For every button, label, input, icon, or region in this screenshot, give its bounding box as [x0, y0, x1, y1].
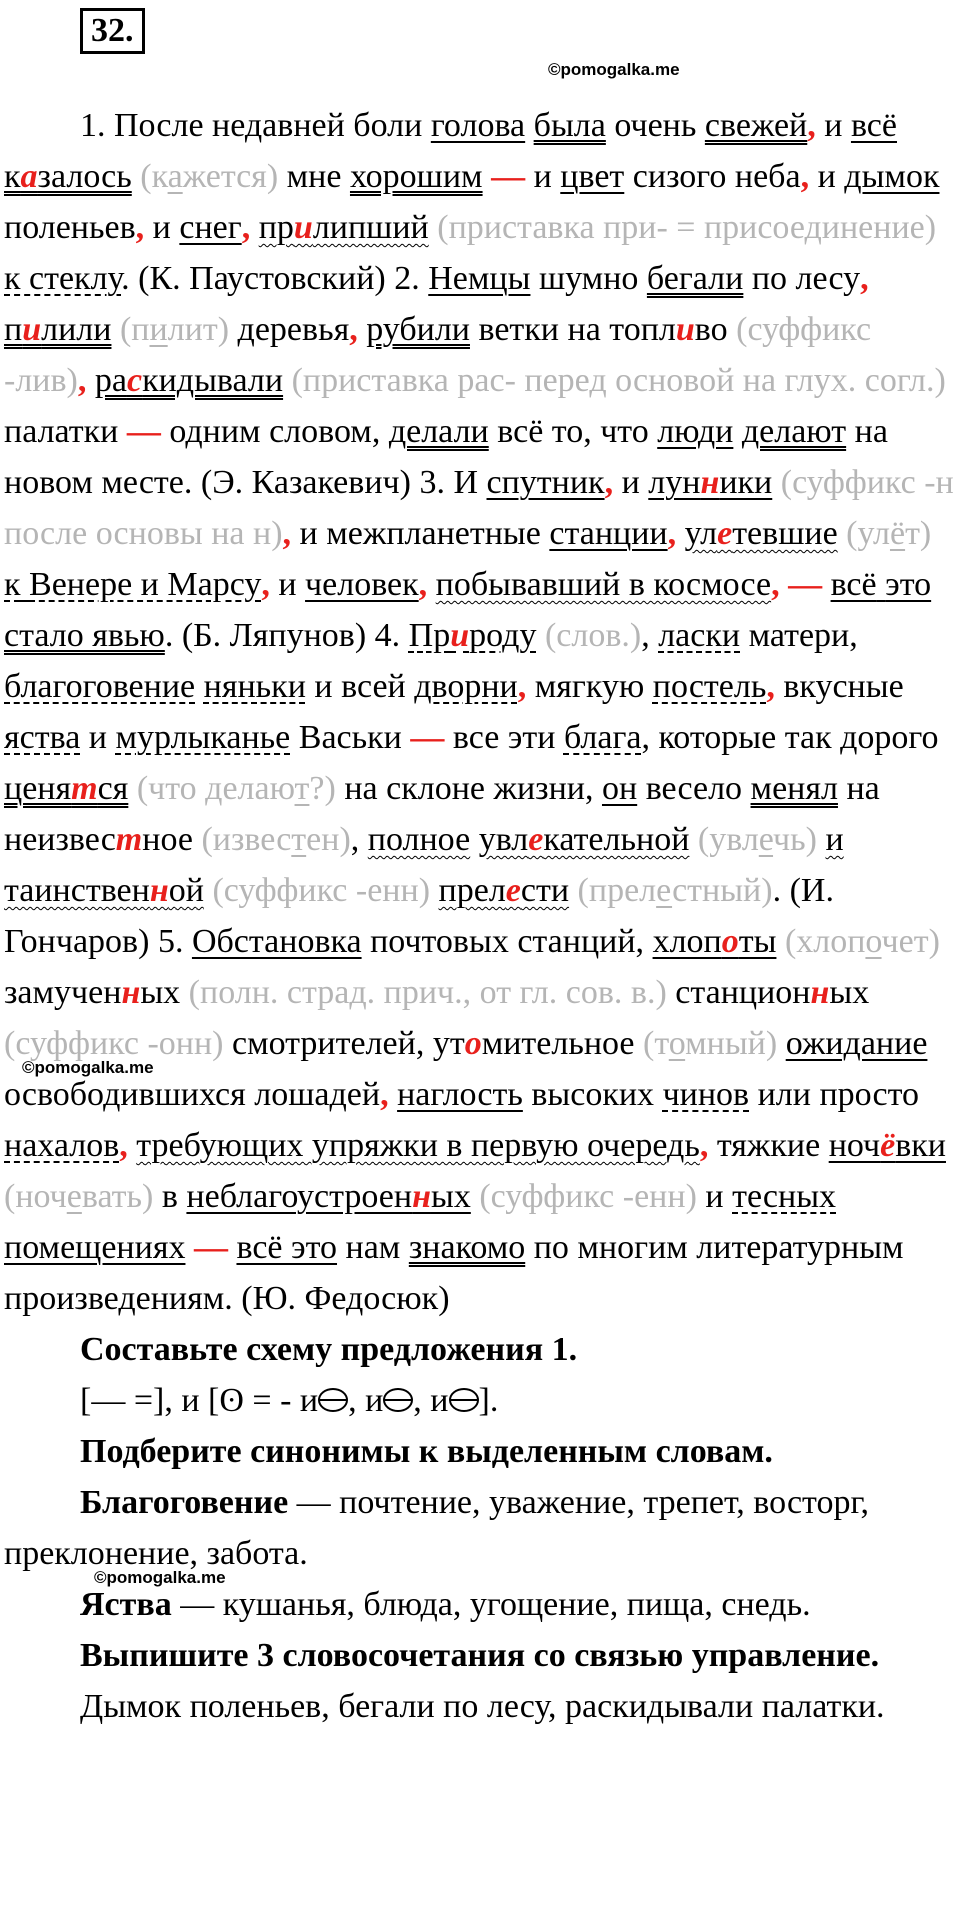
task-3-title: Выпишите 3 словосочетания со связью управление. — [80, 1637, 880, 1674]
task-3-answer: Дымок поленьев, бегали по лесу, раскидывали палатки. — [80, 1688, 885, 1725]
participle-oval-icon — [318, 1388, 348, 1412]
watermark-2: ©pomogalka.me — [22, 1058, 154, 1077]
synonyms-1: Благоговение — почтение, уважение, трепет, восторг, преклонение, забота. — [4, 1484, 870, 1572]
exercise-text — [4, 100, 956, 1732]
scheme: [— =], и [ʘ = - и , и , и ]. — [80, 1382, 499, 1419]
watermark-3: ©pomogalka.me — [94, 1568, 226, 1587]
participle-oval-icon — [383, 1388, 413, 1412]
task-1-title: Составьте схему предложения 1. — [80, 1331, 578, 1368]
main-paragraph: 1. После недавней боли голова была очень свежей, и всё казалось (кажется) мне хорошим — и цвет сизого неба, и дымок поленьев, и снег, прилипший (приставка при- = присоединение) к стеклу. (К. Паустовский) 2. Немцы шумно бегали по лесу, пилили (пилит) деревья, рубили ветки на топливо (суффикс -лив), раскидывали (приставка рас- перед основой на глух. согл.) палатки — одним словом, делали всё то, что люди делают на новом месте. (Э. Казакевич) 3. И спутник, и лунники (суффикс -н после основы на н), и межпланетные станции, улетевшие (улёт) к Венере и Марсу, и человек, побывавший в космосе, — всё это стало явью. (Б. Ляпунов) 4. Природу (слов.), ласки матери, благоговение няньки и всей дворни, мягкую постель, вкусные яства и мурлыканье Васьки — все эти блага, которые так дорого ценятся (что делают?) на склоне жизни, он весело менял на неизвестное (известен), полное увлекательной (увлечь) и таинственной (суффикс -енн) прелести (прелестный). (И. Гончаров) 5. Обстановка почтовых станций, хлопоты (хлопочет) замученных (полн. страд. прич., от гл. сов. в.) станционных (суффикс -онн) смотрителей, утомительное (томный) ожидание освободившихся лошадей, наглость высоких чинов или просто нахалов, требующих упряжки в первую очередь, тяжкие ночёвки (ночевать) в неблагоустроенных (суффикс -енн) и тесных помещениях — всё это нам знакомо по многим литературным произведениям. (Ю. Федосюк) — [4, 107, 954, 1317]
watermark: ©pomogalka.me — [548, 60, 680, 79]
participle-oval-icon — [449, 1388, 479, 1412]
exercise-number: 32. — [80, 8, 145, 54]
task-2-title: Подберите синонимы к выделенным словам. — [80, 1433, 773, 1470]
synonyms-2: Яства — кушанья, блюда, угощение, пища, снедь. — [80, 1586, 811, 1623]
